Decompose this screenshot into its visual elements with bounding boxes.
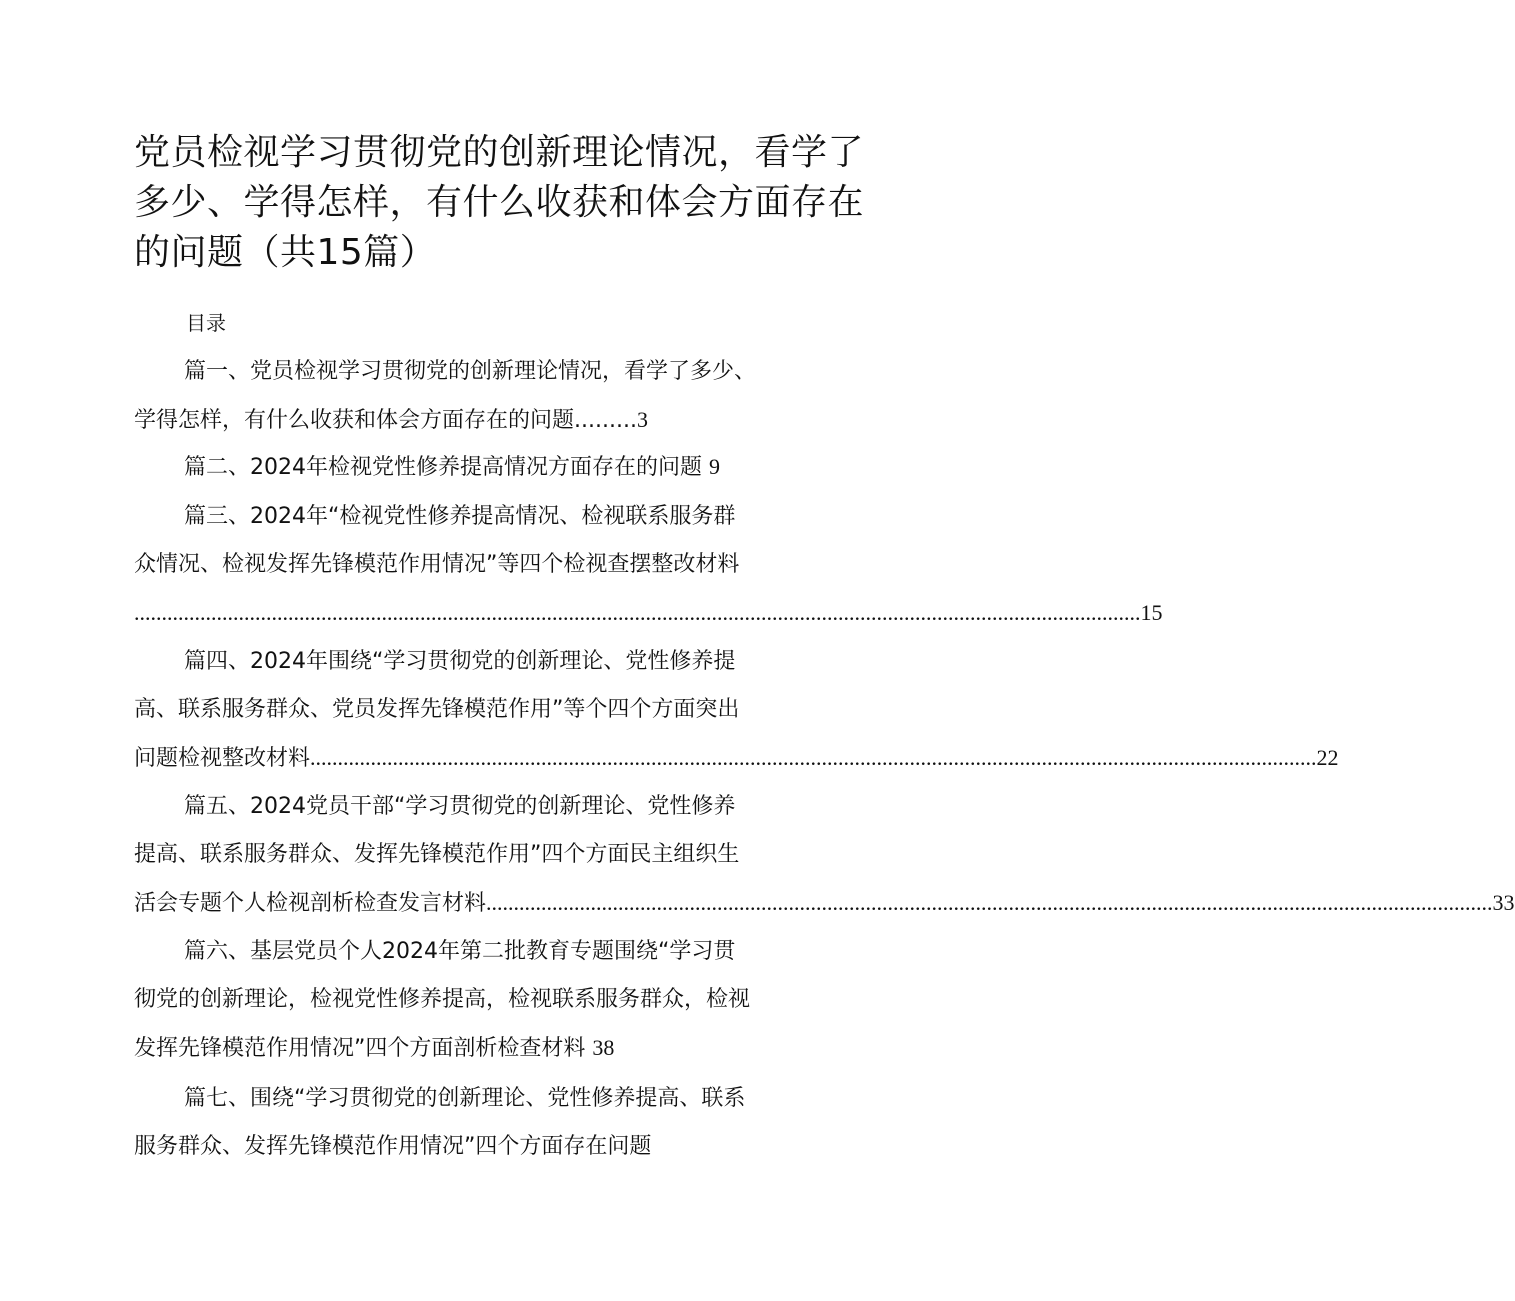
toc-entry-text: 众情况、检视发挥先锋模范作用情况”等四个检视查摆整改材料	[134, 552, 740, 577]
toc-entry-text: 篇一、党员检视学习贯彻党的创新理论情况，看学了多少、	[184, 359, 757, 384]
toc-entry-5-line-2[interactable]	[134, 839, 784, 871]
toc-entry-text: 篇六、基层党员个人2024年第二批教育专题围绕“学习贯	[184, 939, 736, 964]
toc-leader-dots: .......................................................................................................................................................................................	[486, 890, 1493, 915]
toc-page-number: 9	[708, 454, 720, 479]
toc-entry-5-line-1[interactable]	[184, 791, 784, 823]
title-line-3: 的问题（共15篇）	[134, 232, 437, 273]
toc-entry-6-line-1[interactable]	[184, 936, 784, 968]
toc-entry-text: 问题检视整改材料	[134, 746, 311, 771]
toc-leader-dots: .......................................................................................................................................................................................	[134, 600, 1141, 625]
toc-entry-7-line-2[interactable]	[134, 1131, 784, 1163]
toc-entry-6-line-3[interactable]	[134, 1032, 784, 1065]
toc-leader-dots: .......................................................................................................................................................................................	[310, 745, 1317, 770]
title-line-2: 多少、学得怎样，有什么收获和体会方面存在	[134, 182, 865, 223]
toc-entry-text: 篇三、2024年“检视党性修养提高情况、检视联系服务群	[184, 504, 736, 529]
toc-page-number: 38	[592, 1035, 615, 1060]
toc-entry-3-line-2[interactable]	[134, 549, 784, 581]
toc-entry-3-line-1[interactable]	[184, 501, 784, 533]
document-title	[134, 128, 865, 278]
toc-entry-text: 学得怎样，有什么收获和体会方面存在的问题.........	[134, 408, 637, 433]
toc-entry-4-line-1[interactable]	[184, 646, 784, 678]
toc-entry-5-line-3[interactable]	[134, 887, 1515, 920]
toc-entry-4-line-3[interactable]	[134, 742, 1339, 775]
toc-entry-1-line-2[interactable]	[134, 404, 784, 437]
toc-entry-text: 发挥先锋模范作用情况”四个方面剖析检查材料	[134, 1036, 593, 1061]
toc-entry-2-line-1[interactable]	[184, 451, 784, 484]
toc-entry-text: 篇四、2024年围绕“学习贯彻党的创新理论、党性修养提	[184, 649, 736, 674]
toc-entry-text: 篇五、2024党员干部“学习贯彻党的创新理论、党性修养	[184, 794, 736, 819]
toc-heading: 目录	[186, 311, 226, 335]
toc-entry-text: 篇二、2024年检视党性修养提高情况方面存在的问题	[184, 455, 709, 480]
toc-entry-3-line-3[interactable]	[134, 597, 1163, 629]
toc-entry-text: 服务群众、发挥先锋模范作用情况”四个方面存在问题	[134, 1134, 652, 1159]
toc-entry-1-line-1[interactable]	[184, 356, 784, 388]
title-line-1: 党员检视学习贯彻党的创新理论情况，看学了	[134, 132, 865, 173]
toc-entry-4-line-2[interactable]	[134, 694, 784, 726]
toc-entry-text: 活会专题个人检视剖析检查发言材料	[134, 891, 487, 916]
toc-entry-text: 提高、联系服务群众、发挥先锋模范作用”四个方面民主组织生	[134, 842, 740, 867]
toc-entry-text: 篇七、围绕“学习贯彻党的创新理论、党性修养提高、联系	[184, 1086, 746, 1111]
toc-page-number: 15	[1140, 600, 1163, 625]
toc-entry-text: 高、联系服务群众、党员发挥先锋模范作用”等个四个方面突出	[134, 697, 740, 722]
toc-page-number: 3	[636, 407, 648, 432]
toc-entry-7-line-1[interactable]	[184, 1083, 784, 1115]
toc-entry-text: 彻党的创新理论，检视党性修养提高，检视联系服务群众，检视	[134, 987, 751, 1012]
toc-entry-6-line-2[interactable]	[134, 984, 784, 1016]
toc-page-number: 33	[1492, 890, 1515, 915]
toc-page-number: 22	[1316, 745, 1339, 770]
